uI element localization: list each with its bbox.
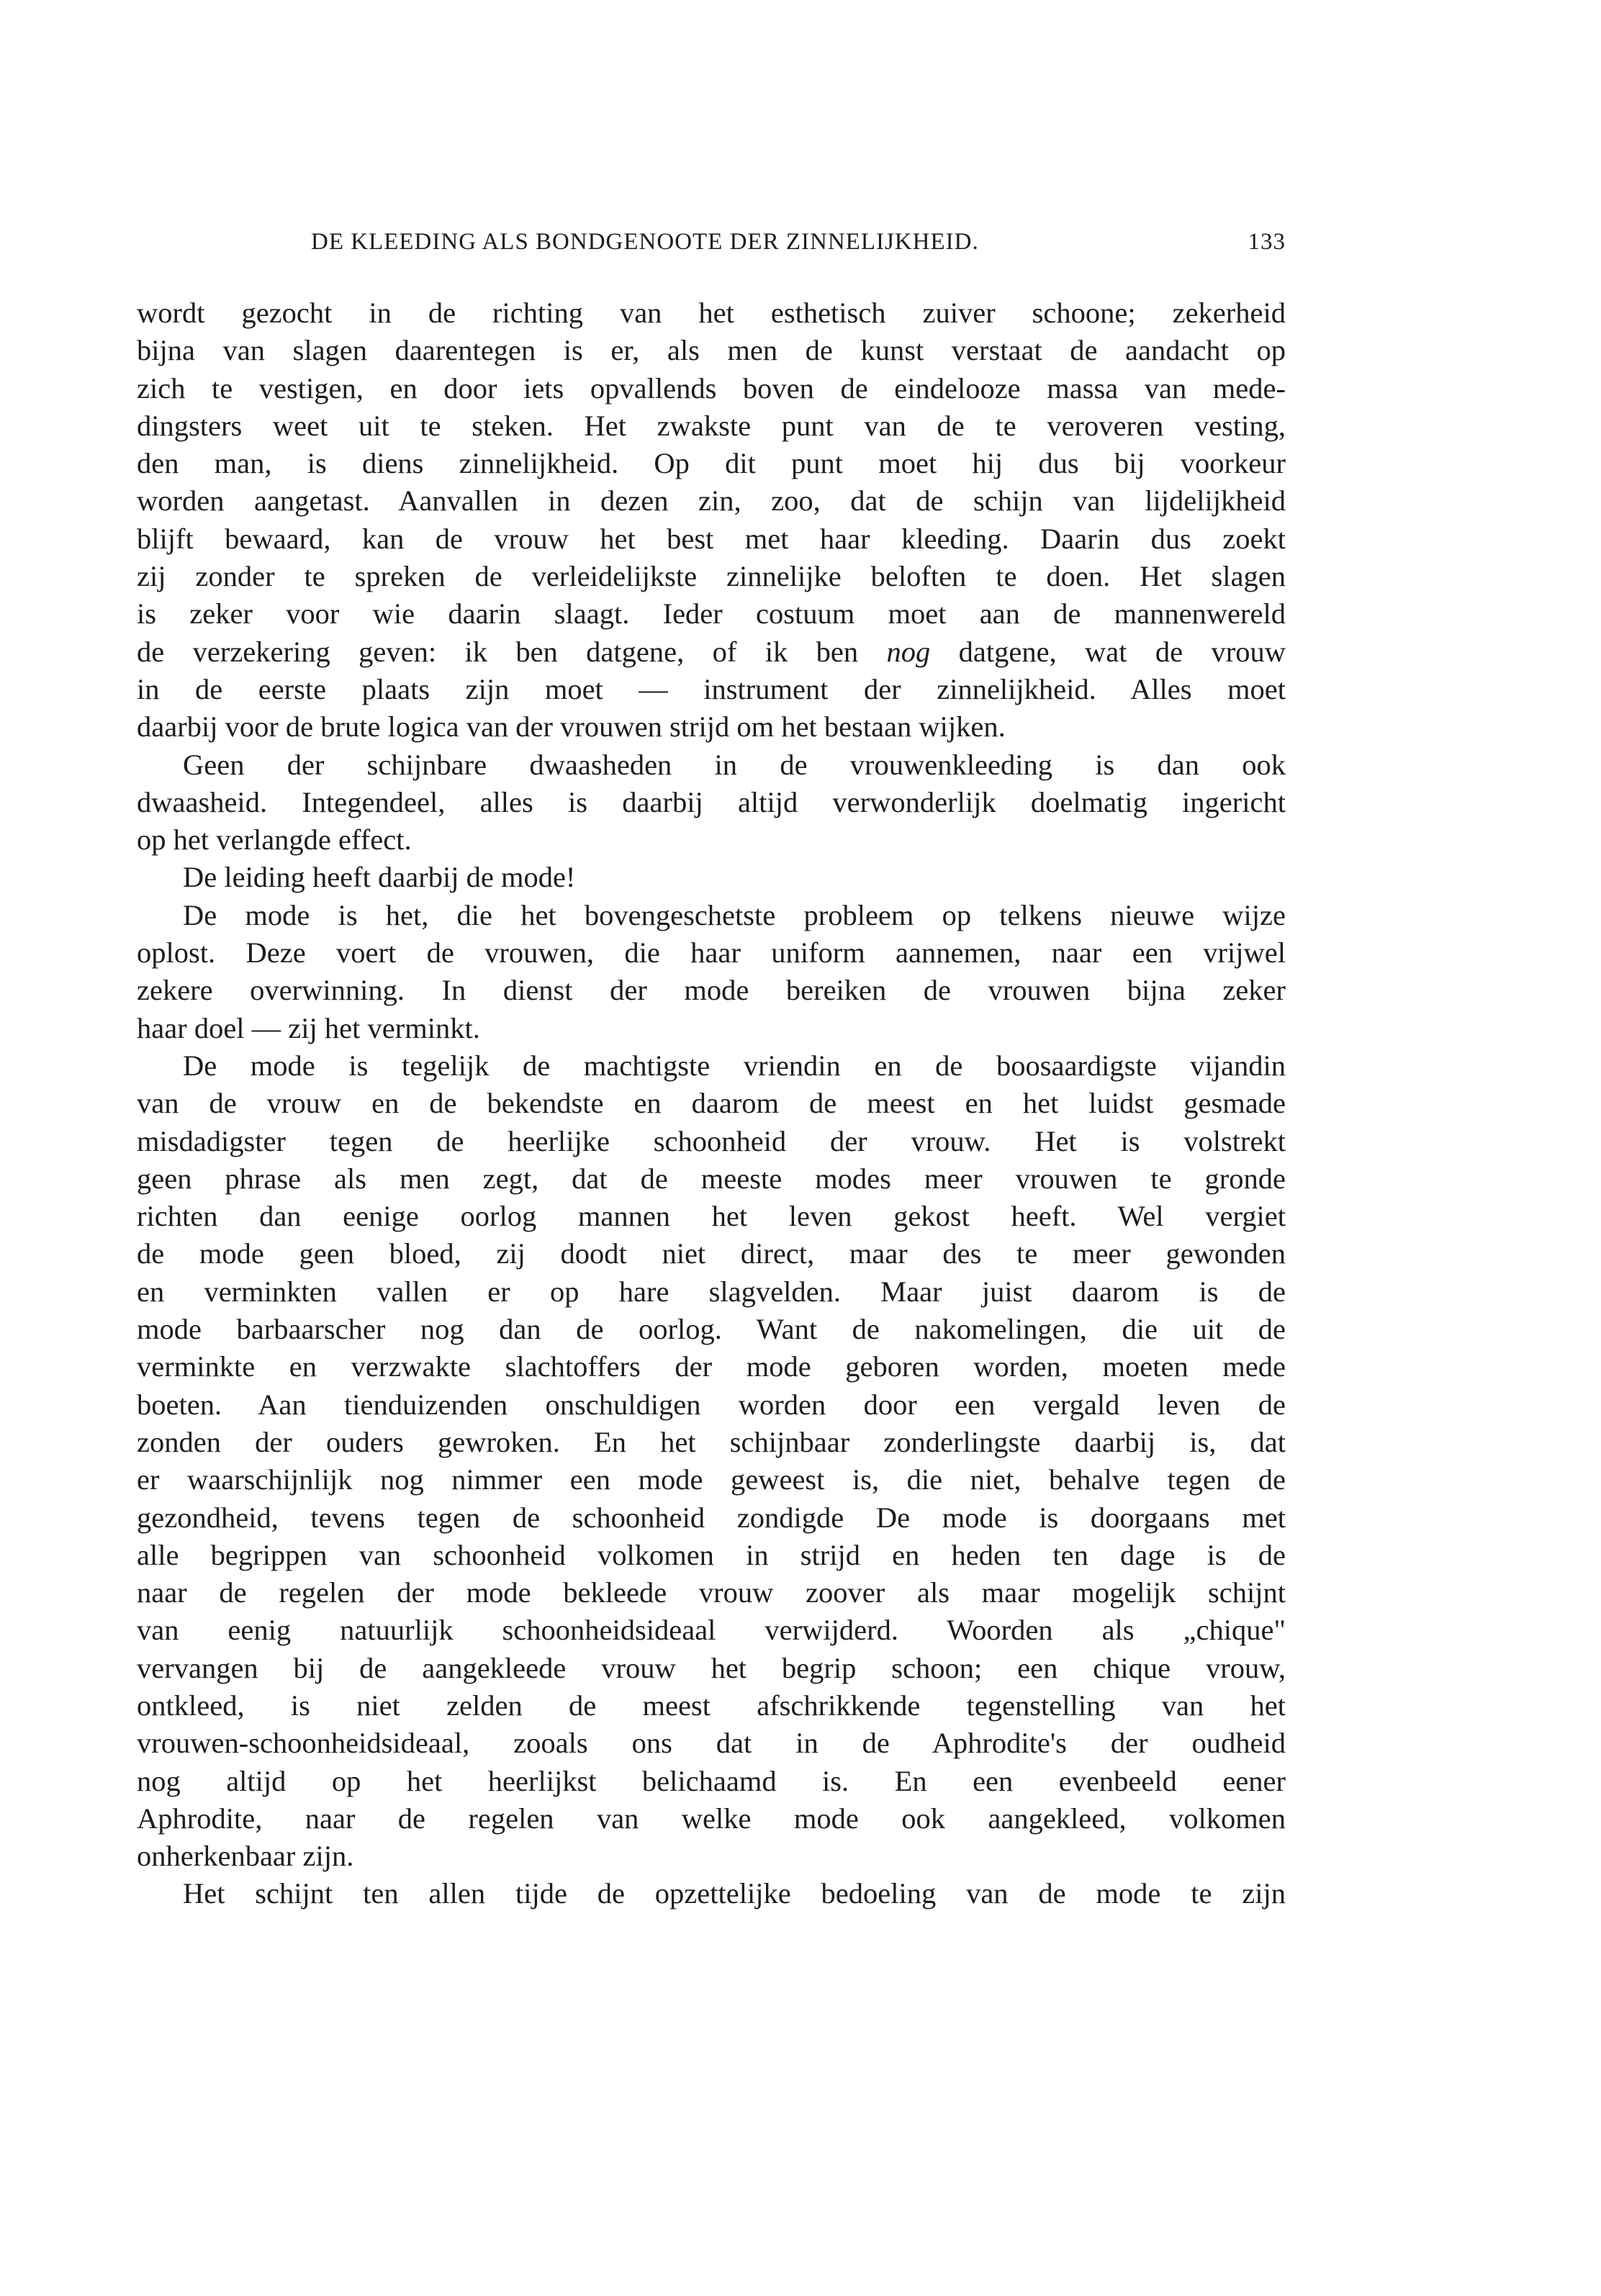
running-title: DE KLEEDING ALS BONDGENOOTE DER ZINNELIJKHEID. bbox=[311, 229, 979, 255]
text-segment: de verzekering geven: ik ben datgene, of ik ben bbox=[137, 635, 887, 668]
text-line: haar doel — zij het verminkt. bbox=[137, 1011, 480, 1044]
text-line: daarbij voor de brute logica van der vrouwen strijd om het bestaan wijken. bbox=[137, 710, 1006, 744]
text-line: verminkte en verzwakte slachtoffers der mode geboren worden, moeten mede bbox=[137, 1350, 1286, 1383]
text-line: blijft bewaard, kan de vrouw het best met haar kleeding. Daarin dus zoekt bbox=[137, 522, 1286, 555]
text-line: De leiding heeft daarbij de mode! bbox=[183, 861, 576, 894]
text-line: den man, is diens zinnelijkheid. Op dit punt moet hij dus bij voorkeur bbox=[137, 447, 1286, 480]
text-line: op het verlangde effect. bbox=[137, 823, 412, 857]
text-line: geen phrase als men zegt, dat de meeste modes meer vrouwen te gronde bbox=[137, 1162, 1286, 1195]
text-line: De mode is het, die het bovengeschetste probleem op telkens nieuwe wijze bbox=[183, 898, 1286, 931]
text-line: richten dan eenige oorlog mannen het leven gekost heeft. Wel vergiet bbox=[137, 1200, 1286, 1233]
text-line: Geen der schijnbare dwaasheden in de vrouwenkleeding is dan ook bbox=[183, 748, 1286, 781]
text-line: van eenig natuurlijk schoonheidsideaal verwijderd. Woorden als „chique" bbox=[137, 1614, 1286, 1647]
text-line: bijna van slagen daarentegen is er, als men de kunst verstaat de aandacht op bbox=[137, 334, 1286, 367]
text-line bbox=[137, 633, 1286, 671]
page-header bbox=[137, 229, 1286, 269]
text-line: er waarschijnlijk nog nimmer een mode geweest is, die niet, behalve tegen de bbox=[137, 1463, 1286, 1496]
text-line: onherkenbaar zijn. bbox=[137, 1840, 354, 1873]
text-line: zij zonder te spreken de verleidelijkste zinnelijke beloften te doen. Het slagen bbox=[137, 560, 1286, 593]
text-line: worden aangetast. Aanvallen in dezen zin, zoo, dat de schijn van lijdelijkheid bbox=[137, 484, 1286, 517]
text-line: De mode is tegelijk de machtigste vriendin en de boosaardigste vijandin bbox=[183, 1049, 1286, 1082]
text-line: mode barbaarscher nog dan de oorlog. Want de nakomelingen, die uit de bbox=[137, 1313, 1286, 1346]
text-line: is zeker voor wie daarin slaagt. Ieder costuum moet aan de mannenwereld bbox=[137, 597, 1286, 631]
text-line: zekere overwinning. In dienst der mode bereiken de vrouwen bijna zeker bbox=[137, 974, 1286, 1007]
text-line: zonden der ouders gewroken. En het schijnbaar zonderlingste daarbij is, dat bbox=[137, 1425, 1286, 1458]
text-line: en verminkten vallen er op hare slagvelden. Maar juist daarom is de bbox=[137, 1275, 1286, 1308]
text-line: boeten. Aan tienduizenden onschuldigen worden door een vergald leven de bbox=[137, 1388, 1286, 1421]
text-line: in de eerste plaats zijn moet — instrument der zinnelijkheid. Alles moet bbox=[137, 672, 1286, 705]
body-text bbox=[137, 294, 1286, 1913]
page-number: 133 bbox=[1248, 229, 1286, 255]
emphasis-word: nog bbox=[886, 635, 931, 668]
text-line: ontkleed, is niet zelden de meest afschrikkende tegenstelling van het bbox=[137, 1689, 1286, 1722]
text-line: van de vrouw en de bekendste en daarom de meest en het luidst gesmade bbox=[137, 1087, 1286, 1120]
text-line: Aphrodite, naar de regelen van welke mode ook aangekleed, volkomen bbox=[137, 1802, 1286, 1835]
text-line: vervangen bij de aangekleede vrouw het begrip schoon; een chique vrouw, bbox=[137, 1651, 1286, 1684]
text-line: alle begrippen van schoonheid volkomen in strijd en heden ten dage is de bbox=[137, 1538, 1286, 1571]
text-line: dingsters weet uit te steken. Het zwakste punt van de te veroveren vesting, bbox=[137, 409, 1286, 442]
text-line: nog altijd op het heerlijkst belichaamd is. En een evenbeeld eener bbox=[137, 1764, 1286, 1797]
text-segment: datgene, wat de vrouw bbox=[930, 635, 1286, 668]
text-line: naar de regelen der mode bekleede vrouw zoover als maar mogelijk schijnt bbox=[137, 1576, 1286, 1609]
text-line: de mode geen bloed, zij doodt niet direct, maar des te meer gewonden bbox=[137, 1237, 1286, 1270]
text-line: misdadigster tegen de heerlijke schoonheid der vrouw. Het is volstrekt bbox=[137, 1124, 1286, 1157]
text-line: oplost. Deze voert de vrouwen, die haar uniform aannemen, naar een vrijwel bbox=[137, 936, 1286, 970]
text-line: wordt gezocht in de richting van het esthetisch zuiver schoone; zekerheid bbox=[137, 297, 1286, 329]
text-line: gezondheid, tevens tegen de schoonheid zondigde De mode is doorgaans met bbox=[137, 1501, 1286, 1534]
text-line: Het schijnt ten allen tijde de opzettelijke bedoeling van de mode te zijn bbox=[183, 1877, 1286, 1910]
text-line: zich te vestigen, en door iets opvallends boven de eindelooze massa van mede- bbox=[137, 371, 1286, 404]
text-line: dwaasheid. Integendeel, alles is daarbij altijd verwonderlijk doelmatig ingericht bbox=[137, 785, 1286, 818]
text-line: vrouwen-schoonheidsideaal, zooals ons dat in de Aphrodite's der oudheid bbox=[137, 1727, 1286, 1760]
